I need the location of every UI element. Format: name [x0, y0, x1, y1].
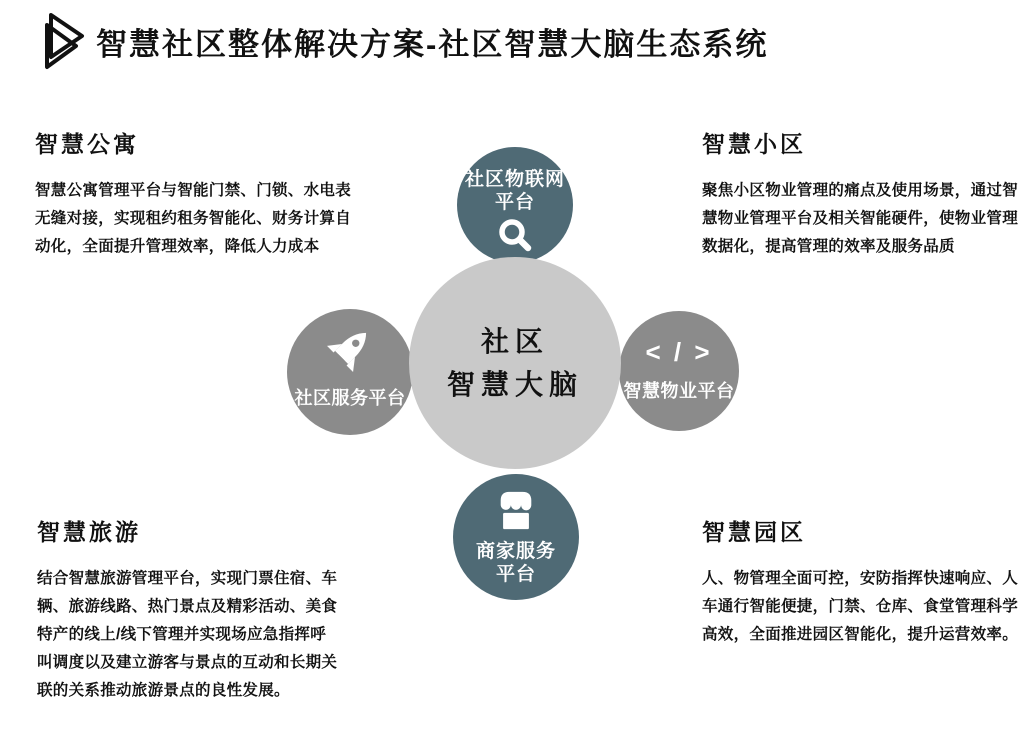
rocket-icon	[324, 323, 376, 380]
double-triangle-logo-icon	[42, 12, 86, 70]
node-iot-label-line2: 平台	[494, 191, 535, 213]
storefront-icon	[493, 488, 539, 537]
center-label-line1: 社区	[480, 325, 549, 357]
node-iot-label-line1: 社区物联网	[464, 169, 565, 190]
section-body-tourism: 结合智慧旅游管理平台，实现门票住宿、车辆、旅游线路、热门景点及精彩活动、美食特产的线上/线下管理并实现场应急指挥呼叫调度以及建立游客与景点的互动和长期关联的关系推动旅游景点的良性发展。	[37, 569, 338, 699]
section-body-park: 人、物管理全面可控，安防指挥快速响应、人车通行智能便捷，门禁、仓库、食堂管理科学高效，全面推进园区智能化，提升运营效率。	[702, 569, 1019, 643]
section-smart-community	[702, 130, 1024, 261]
node-community-service-platform	[287, 309, 413, 435]
node-merchant-label-line1: 商家服务	[475, 541, 556, 562]
section-smart-tourism	[37, 518, 340, 705]
section-title-tourism: 智慧旅游	[37, 519, 141, 545]
page-title: 智慧社区整体解决方案-社区智慧大脑生态系统	[96, 26, 769, 62]
node-property-label: 智慧物业平台	[623, 381, 735, 401]
section-body-community: 聚焦小区物业管理的痛点及使用场景，通过智慧物业管理平台及相关智能硬件，使物业管理数据化，提高管理的效率及服务品质	[702, 181, 1019, 255]
section-title-community: 智慧小区	[702, 131, 806, 157]
center-label-line2: 智慧大脑	[446, 369, 583, 400]
node-iot-platform	[457, 147, 573, 263]
search-icon	[497, 218, 533, 259]
section-title-park: 智慧园区	[702, 519, 806, 545]
node-community-service-label: 社区服务平台	[294, 388, 406, 408]
header	[42, 12, 768, 70]
section-smart-park	[702, 518, 1024, 649]
code-icon: < / >	[645, 337, 713, 367]
node-merchant-label-line2: 平台	[495, 563, 536, 585]
node-property-platform	[619, 311, 739, 431]
node-merchant-service-platform	[453, 474, 579, 600]
center-circle-community-brain	[409, 257, 621, 469]
section-title-apartment: 智慧公寓	[35, 131, 139, 157]
section-smart-apartment	[35, 130, 357, 261]
section-body-apartment: 智慧公寓管理平台与智能门禁、门锁、水电表无缝对接，实现租约租务智能化、财务计算自动化，全面提升管理效率，降低人力成本	[35, 181, 352, 255]
